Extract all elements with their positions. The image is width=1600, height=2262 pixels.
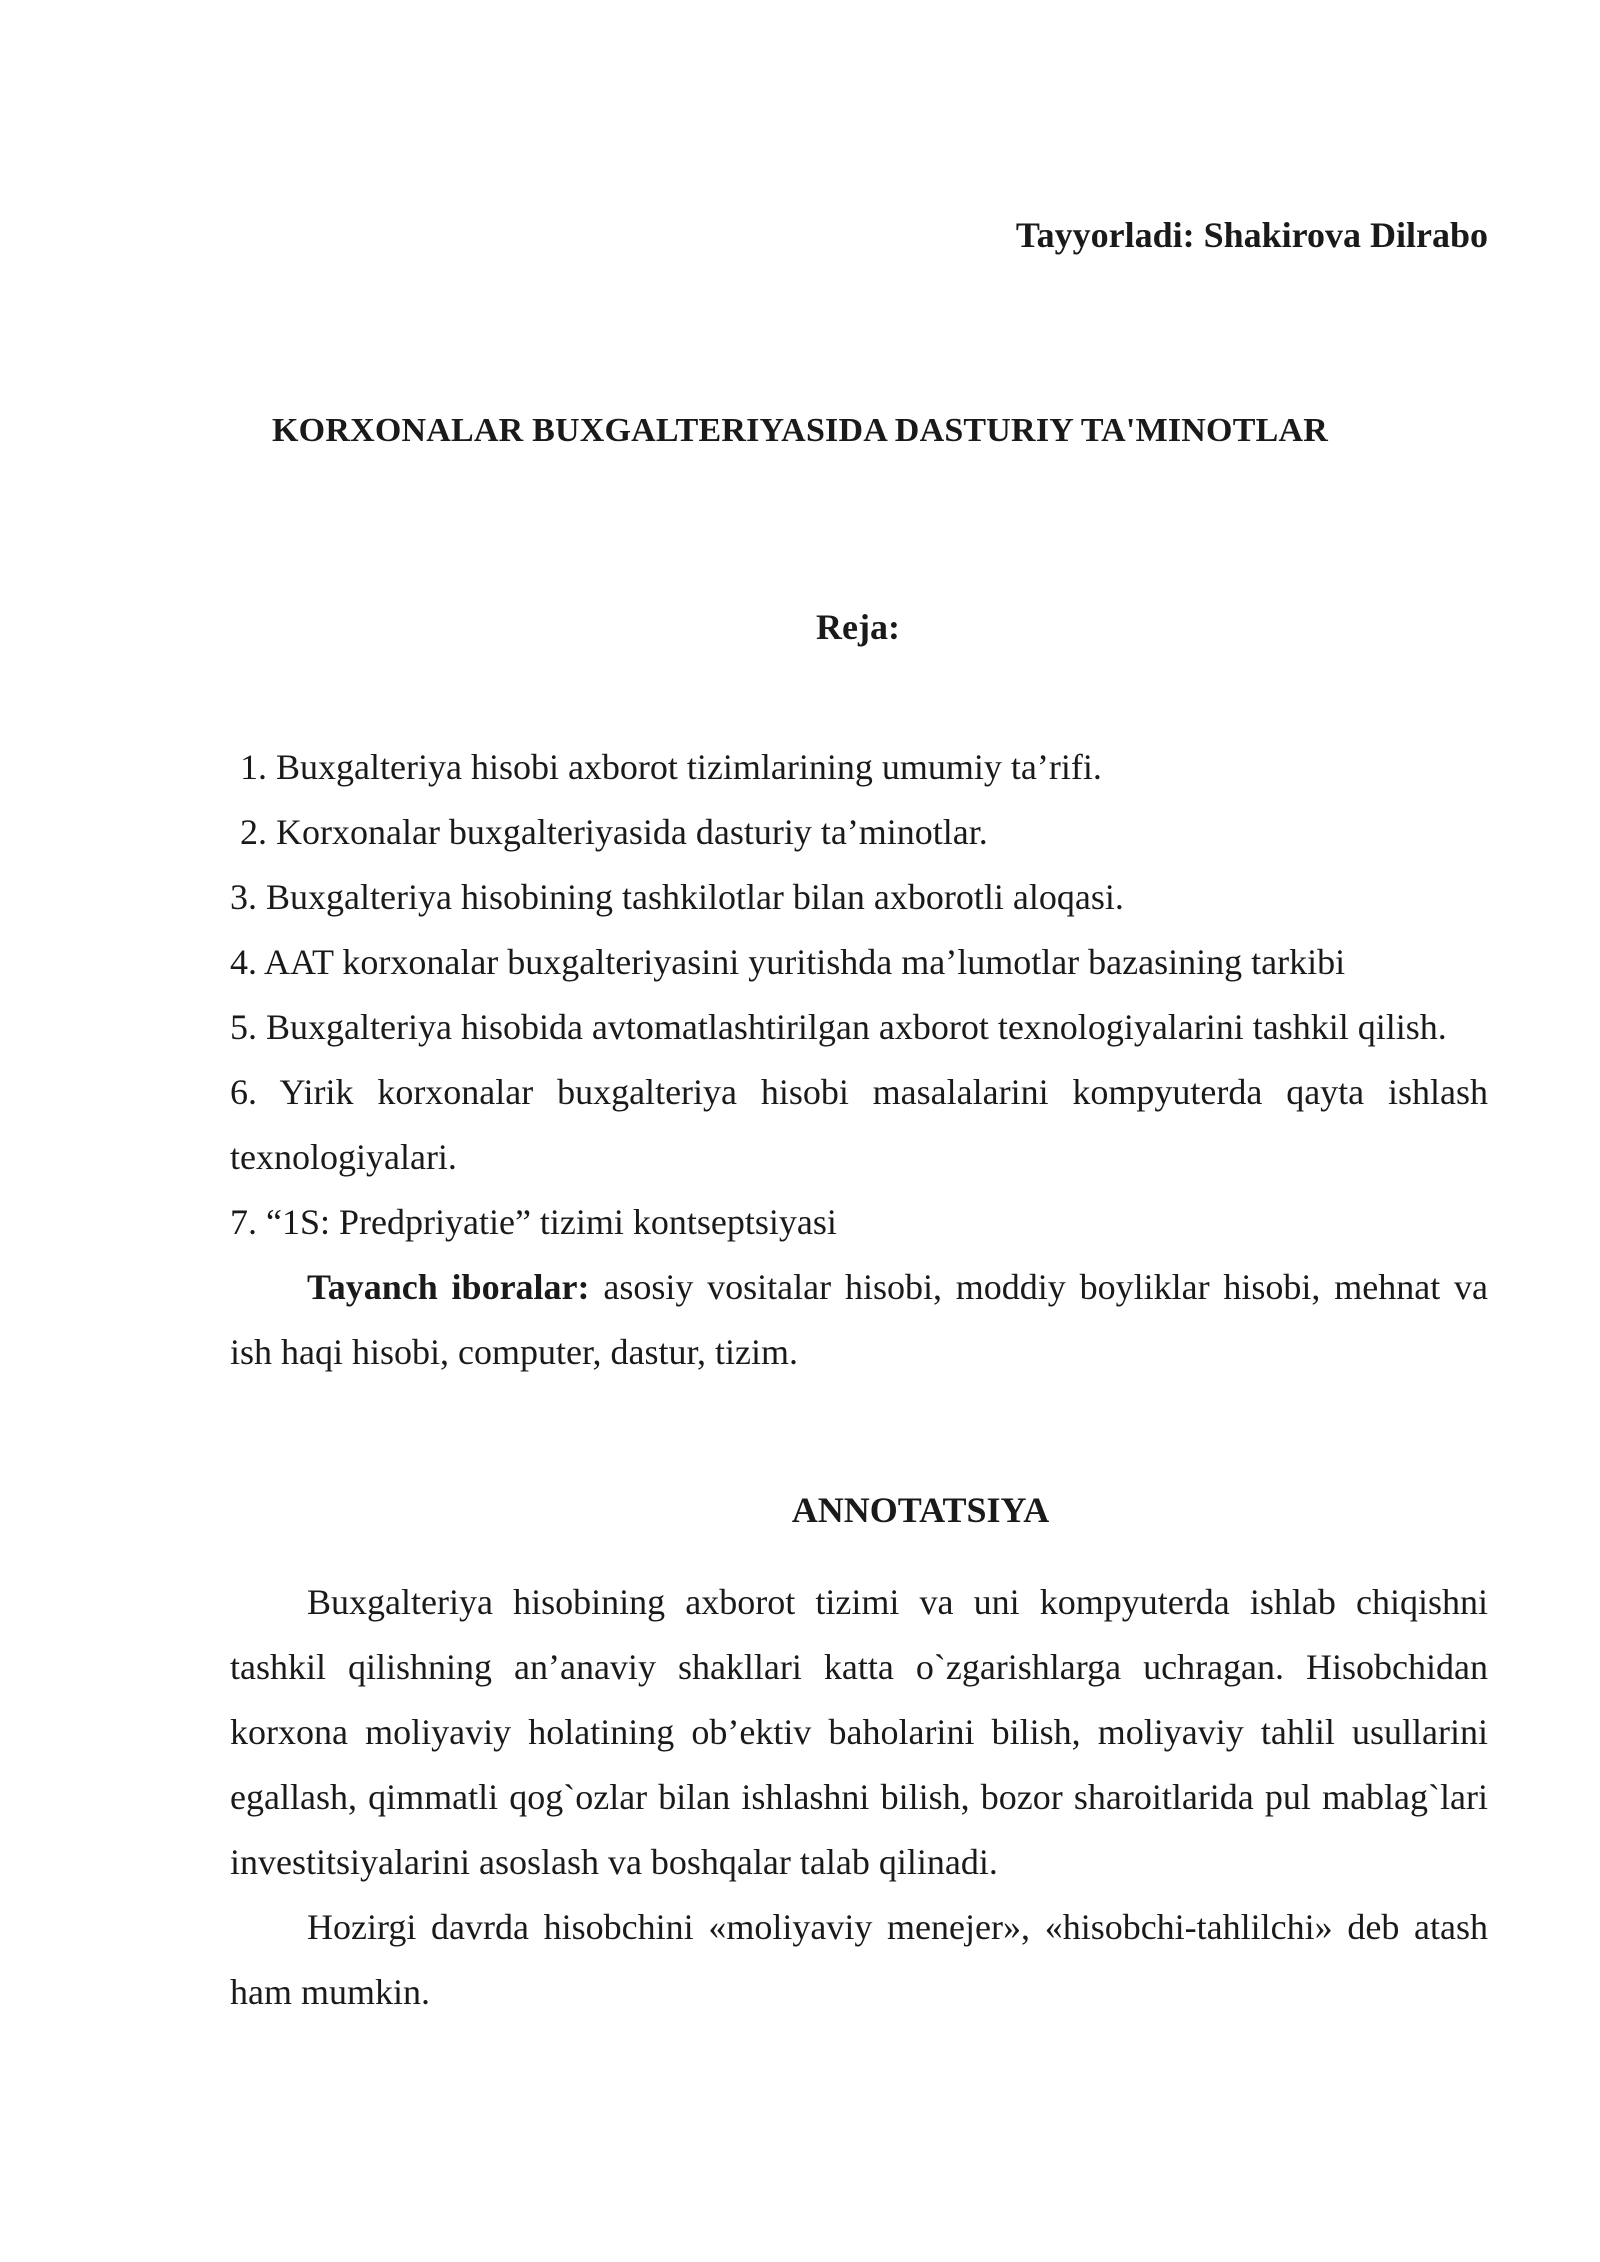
plan-item-6: 6. Yirik korxonalar buxgalteriya hisobi masalalarini kompyuterda qayta ishlash texnologiyalari. xyxy=(230,1072,1488,1177)
plan-item-5: 5. Buxgalteriya hisobida avtomatlashtirilgan axborot texnologiyalarini tashkil qilish. xyxy=(230,1007,1447,1047)
annotation-heading: ANNOTATSIYA xyxy=(791,1490,1050,1530)
plan-item-4: 4. AAT korxonalar buxgalteriyasini yuritishda ma’lumotlar bazasining tarkibi xyxy=(230,942,1346,982)
plan-list xyxy=(230,735,1488,1255)
keywords-paragraph xyxy=(230,1255,1488,1385)
plan-item-7: 7. “1S: Predpriyatie” tizimi kontseptsiyasi xyxy=(230,1202,837,1242)
keywords-label: Tayanch iboralar: xyxy=(307,1267,590,1307)
plan-heading: Reja: xyxy=(816,607,900,647)
keywords-text: asosiy vositalar hisobi, moddiy boyliklar hisobi, mehnat va ish haqi hisobi, computer, dastur, tizim. xyxy=(230,1267,1489,1372)
document-body xyxy=(230,735,1488,2025)
plan-item-1: 1. Buxgalteriya hisobi axborot tizimlarining umumiy ta’rifi. xyxy=(240,747,1102,787)
plan-item-3: 3. Buxgalteriya hisobining tashkilotlar bilan axborotli aloqasi. xyxy=(230,877,1124,917)
annotation-paragraph-1: Buxgalteriya hisobining axborot tizimi va uni kompyuterda ishlab chiqishni tashkil qilishning an’anaviy shakllari katta o`zgarishlarga uchragan. Hisobchidan korxona moliyaviy holatining ob’ektiv baholarini bilish, moliyaviy tahlil usullarini egallash, qimmatli qog`ozlar bilan ishlashni bilish, bozor sharoitlarida pul mablag`lari investitsiyalarini asoslash va boshqalar talab qilinadi. xyxy=(230,1582,1488,1882)
document-title: KORXONALAR BUXGALTERIYASIDA DASTURIY TA'MINOTLAR xyxy=(272,412,1328,449)
annotation-paragraph-2: Hozirgi davrda hisobchini «moliyaviy menejer», «hisobchi-tahlilchi» deb atash ham mumkin. xyxy=(230,1907,1488,2012)
plan-item-2: 2. Korxonalar buxgalteriyasida dasturiy ta’minotlar. xyxy=(240,812,988,852)
author-line: Tayyorladi: Shakirova Dilrabo xyxy=(1015,215,1488,255)
